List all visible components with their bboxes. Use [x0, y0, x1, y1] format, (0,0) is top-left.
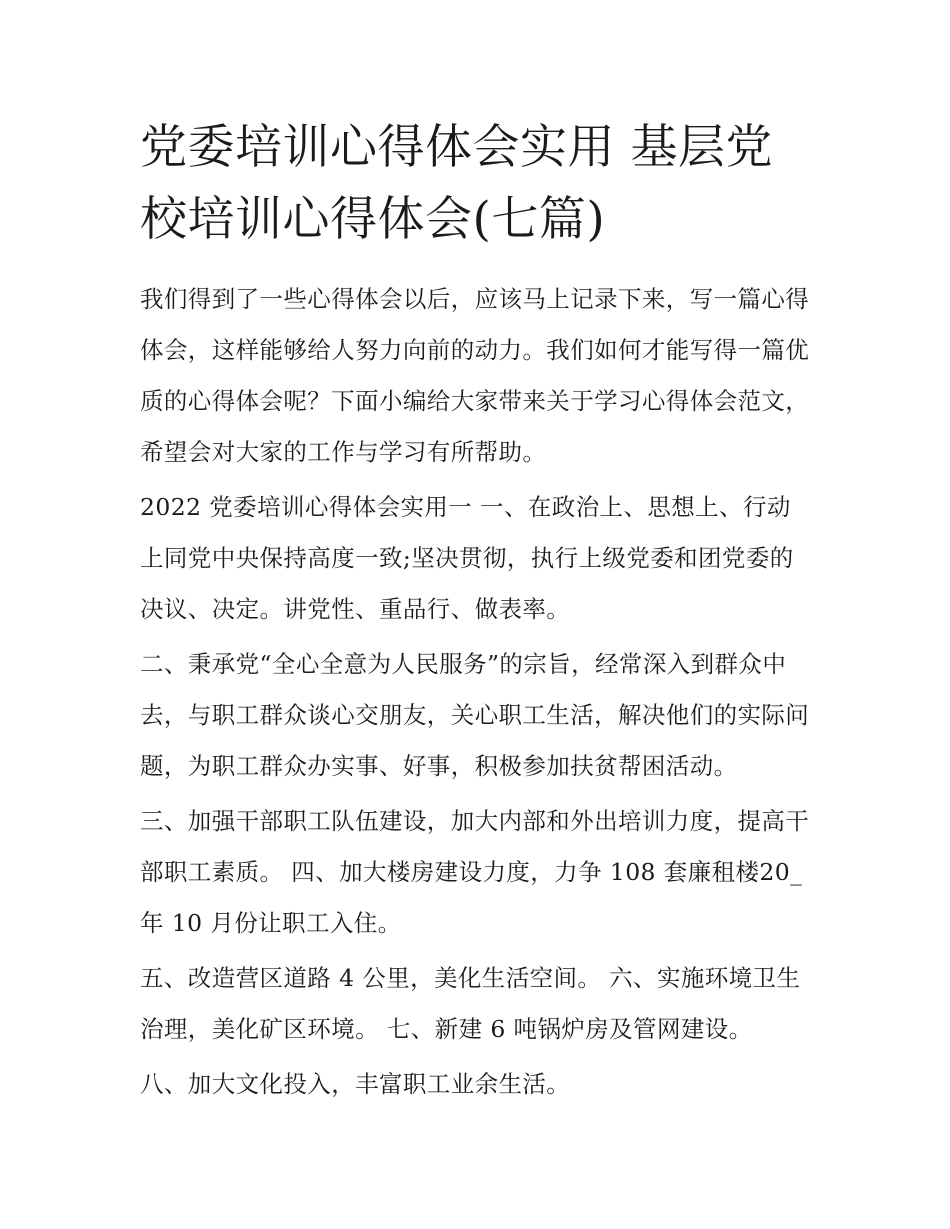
paragraph-section-5-7: 五、改造营区道路 4 公里，美化生活空间。 六、实施环境卫生治理，美化矿区环境。 七、新建 6 吨锅炉房及管网建设。 [140, 964, 801, 1043]
paragraph-intro: 我们得到了一些心得体会以后，应该马上记录下来，写一篇心得体会，这样能够给人努力向前的动力。我们如何才能写得一篇优质的心得体会呢？下面小编给大家带来关于学习心得体会范文，希望会对大家的工作与学习有所帮助。 [140, 285, 810, 466]
paragraph-section-2: 二、秉承党“全心全意为人民服务”的宗旨，经常深入到群众中去，与职工群众谈心交朋友，关心职工生活，解决他们的实际问题，为职工群众办实事、好事，积极参加扶贫帮困活动。 [140, 650, 810, 780]
document-page [140, 112, 820, 1114]
paragraph-section-1: 2022 党委培训心得体会实用一 一、在政治上、思想上、行动上同党中央保持高度一致;坚决贯彻，执行上级党委和团党委的决议、决定。讲党性、重品行、做表率。 [140, 493, 794, 623]
document-title: 党委培训心得体会实用 基层党校培训心得体会(七篇) [140, 120, 773, 247]
paragraph-section-3-4: 三、加强干部职工队伍建设，加大内部和外出培训力度，提高干部职工素质。 四、加大楼房建设力度，力争 108 套廉租楼20_年 10 月份让职工入住。 [140, 807, 810, 937]
paragraph-section-8: 八、加大文化投入，丰富职工业余生活。 [140, 1070, 571, 1098]
